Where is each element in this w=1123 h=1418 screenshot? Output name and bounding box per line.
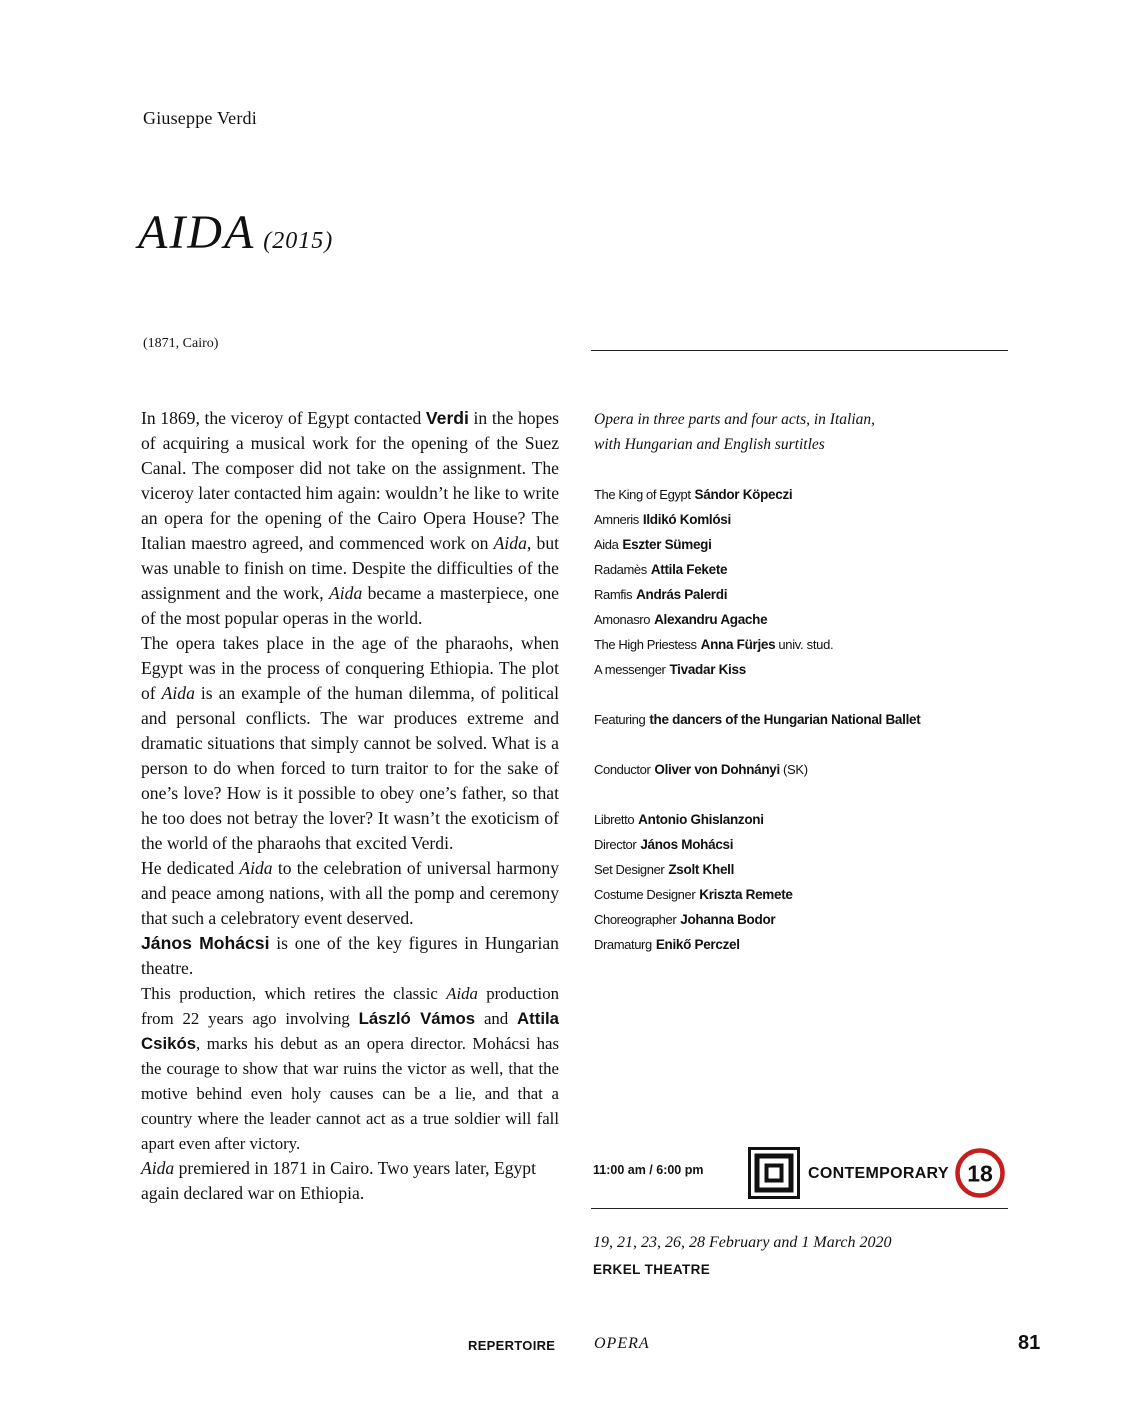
synopsis-paragraph bbox=[141, 631, 559, 856]
bold-name: Attila Csikós bbox=[141, 1009, 559, 1053]
cast-row: Amneris Ildikó Komlósi bbox=[594, 512, 731, 527]
text-run: became a masterpiece, one of the most popular operas in the world. bbox=[141, 583, 559, 628]
synopsis-paragraph bbox=[141, 856, 559, 931]
text-run: to the celebration of universal harmony and peace among nations, with all the pomp and ceremony that such a celebratory event deserved. bbox=[141, 858, 559, 928]
age-rating-badge bbox=[955, 1148, 1005, 1198]
synopsis-paragraph bbox=[141, 1156, 559, 1206]
show-times: 11:00 am / 6:00 pm bbox=[593, 1163, 704, 1177]
bottom-divider bbox=[591, 1208, 1008, 1209]
cast-row: Ramfis András Palerdi bbox=[594, 587, 728, 602]
creative-row: Costume Designer Kriszta Remete bbox=[594, 887, 793, 902]
creative-row: Libretto Antonio Ghislanzoni bbox=[594, 812, 764, 827]
synopsis-paragraph bbox=[141, 931, 559, 981]
text-run: is an example of the human dilemma, of political and personal conflicts. The war produces extreme and dramatic situations that simply cannot be solved. What is a person to do when forced to turn traitor to for the sake of one’s love? How is it possible to obey one’s father, so that he too does not betray the lover? It wasn’t the exoticism of the world of the pharaohs that excited Verdi. bbox=[141, 683, 559, 853]
cast-row: Radamès Attila Fekete bbox=[594, 562, 728, 577]
premiere-note: (1871, Cairo) bbox=[143, 336, 219, 351]
bold-name: János Mohácsi bbox=[141, 933, 270, 953]
text-run: In 1869, the viceroy of Egypt contacted bbox=[141, 408, 426, 428]
text-run: He dedicated bbox=[141, 858, 240, 878]
text-run: premiered in 1871 in Cairo. Two years later, Egypt again declared war on Ethiopia. bbox=[141, 1158, 536, 1203]
text-run: , but was unable to finish on time. Despite the difficulties of the assignment and the work, bbox=[141, 533, 559, 603]
footer-section: REPERTOIRE bbox=[468, 1338, 556, 1353]
italic-title: Aida bbox=[239, 858, 273, 878]
text-run: is one of the key figures in Hungarian theatre. bbox=[141, 933, 559, 978]
series-label: CONTEMPORARY bbox=[808, 1165, 949, 1182]
footer-category: OPERA bbox=[594, 1335, 650, 1352]
production-subtitle bbox=[594, 407, 1014, 457]
cast-row: Aida Eszter Sümegi bbox=[594, 537, 712, 552]
synopsis bbox=[141, 406, 559, 1206]
text-run: production from 22 years ago involving bbox=[141, 984, 559, 1028]
text-run: in the hopes of acquiring a musical work for the opening of the Suez Canal. The composer did not take on the assignment. The viceroy later contacted him again: wouldn’t he like to write an opera for the opening of the Cairo Opera House? The Italian maestro agreed, and commenced work on bbox=[141, 408, 559, 553]
synopsis-paragraph bbox=[141, 981, 559, 1156]
performance-dates: 19, 21, 23, 26, 28 February and 1 March 2020 bbox=[593, 1234, 892, 1251]
age-rating-text: 18 bbox=[967, 1160, 993, 1187]
bold-name: Verdi bbox=[425, 408, 469, 428]
production-info bbox=[594, 407, 1014, 957]
cast-row: Amonasro Alexandru Agache bbox=[594, 612, 768, 627]
creative-row: Choreographer Johanna Bodor bbox=[594, 912, 776, 927]
creative-row: Dramaturg Enikő Perczel bbox=[594, 937, 740, 952]
subtitle-line: Opera in three parts and four acts, in Italian, bbox=[594, 411, 875, 428]
venue: ERKEL THEATRE bbox=[593, 1262, 711, 1277]
production-year: (2015) bbox=[263, 228, 334, 254]
cast-row: The King of Egypt Sándor Köpeczi bbox=[594, 487, 793, 502]
italic-title: Aida bbox=[141, 1158, 175, 1178]
text-run: The opera takes place in the age of the pharaohs, when Egypt was in the process of conquering Ethiopia. The plot of bbox=[141, 633, 559, 703]
cast-row: A messenger Tivadar Kiss bbox=[594, 662, 746, 677]
title-block bbox=[138, 205, 333, 260]
synopsis-paragraph bbox=[141, 406, 559, 631]
cast-row: The High Priestess Anna Fürjes univ. stud. bbox=[594, 637, 834, 652]
text-run: This production, which retires the classic bbox=[141, 984, 447, 1003]
creative-row: Set Designer Zsolt Khell bbox=[594, 862, 735, 877]
italic-title: Aida bbox=[493, 533, 527, 553]
text-run: and bbox=[475, 1009, 518, 1028]
conductor-row: Conductor Oliver von Dohnányi (SK) bbox=[594, 762, 808, 777]
bold-name: László Vámos bbox=[358, 1009, 476, 1028]
page-number: 81 bbox=[1018, 1332, 1041, 1354]
subtitle-line: with Hungarian and English surtitles bbox=[594, 436, 825, 453]
creative-team-list bbox=[594, 807, 1014, 957]
concentric-square-icon bbox=[748, 1147, 800, 1199]
opera-title: AIDA bbox=[138, 206, 256, 259]
composer-name: Giuseppe Verdi bbox=[143, 108, 257, 128]
italic-title: Aida bbox=[329, 583, 363, 603]
text-run: , marks his debut as an opera director. Mohácsi has the courage to show that war ruins the victor as well, that the motive behind even holy causes can be a lie, and that a country where the leader cannot act as a true soldier will fall apart even after victory. bbox=[141, 1034, 559, 1153]
creative-row: Director János Mohácsi bbox=[594, 837, 734, 852]
italic-title: Aida bbox=[161, 683, 195, 703]
cast-list bbox=[594, 482, 1014, 682]
top-divider bbox=[591, 350, 1008, 351]
italic-title: Aida bbox=[446, 984, 478, 1003]
featuring-row: Featuring the dancers of the Hungarian National Ballet bbox=[594, 712, 921, 727]
